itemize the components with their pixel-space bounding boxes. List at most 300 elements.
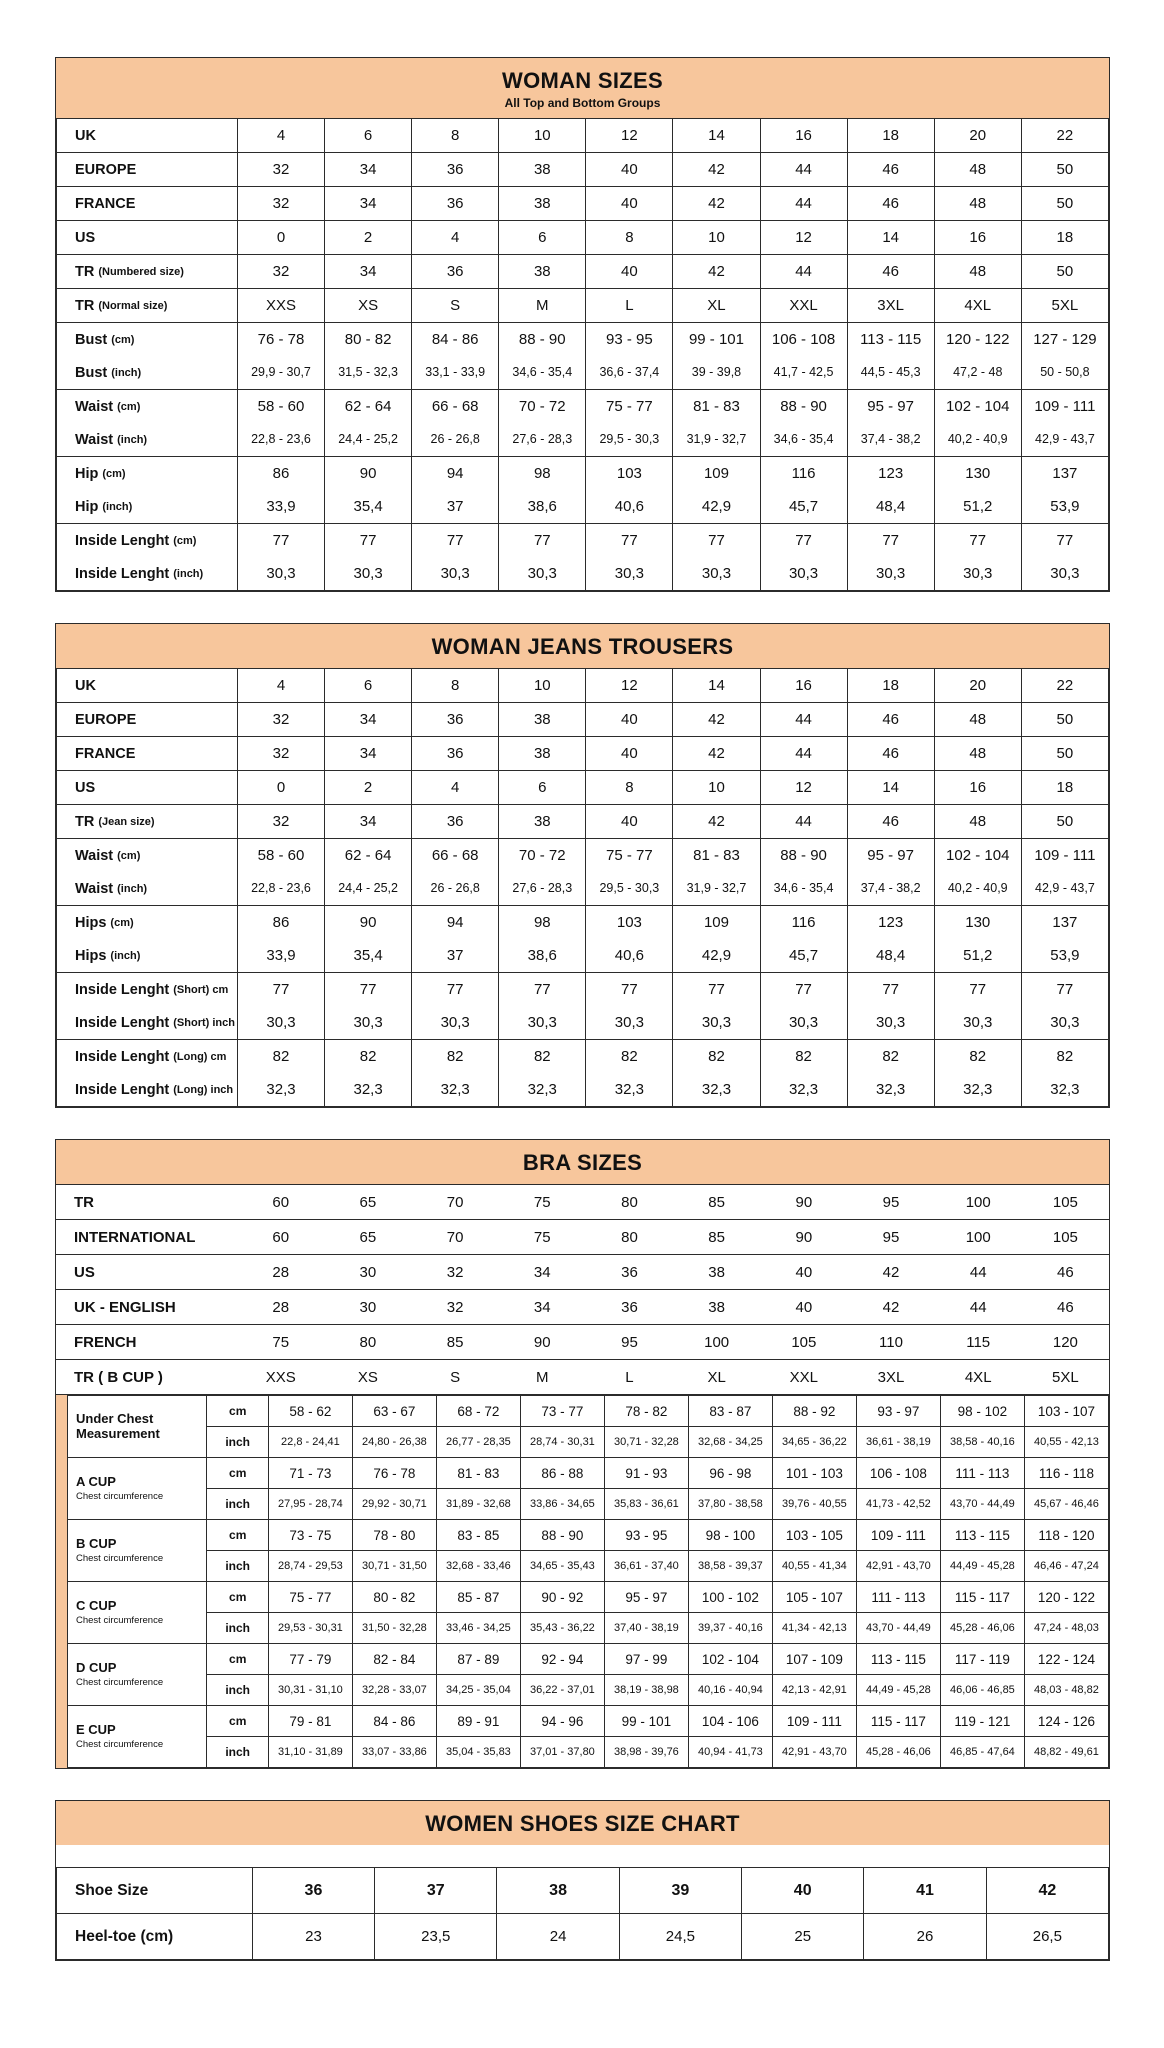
size-value: 41,7 - 42,5 bbox=[773, 365, 834, 379]
size-cell: 91 - 93 bbox=[604, 1458, 688, 1489]
size-value: 31,9 - 32,7 bbox=[686, 432, 747, 446]
size-cell: 44,49 - 45,28 bbox=[856, 1675, 940, 1706]
size-cell bbox=[760, 973, 847, 1040]
size-cell: 85 bbox=[673, 1220, 760, 1255]
size-cell bbox=[325, 771, 412, 805]
size-cell bbox=[499, 221, 586, 255]
size-cell bbox=[499, 839, 586, 906]
size-value: 77 bbox=[621, 532, 638, 549]
table-row bbox=[57, 255, 1109, 289]
size-cell: 80 bbox=[586, 1220, 673, 1255]
size-cell: 115 bbox=[935, 1325, 1022, 1360]
size-cell bbox=[499, 289, 586, 323]
size-cell bbox=[586, 703, 673, 737]
row-label-text: TR (Jean size) bbox=[75, 813, 155, 830]
size-cell: 105 bbox=[760, 1325, 847, 1360]
table-row bbox=[57, 1914, 1109, 1960]
size-cell bbox=[934, 457, 1021, 524]
size-cell bbox=[760, 457, 847, 524]
size-cell bbox=[1021, 153, 1108, 187]
size-cell: 76 - 78 bbox=[352, 1458, 436, 1489]
size-value: 42,9 bbox=[701, 947, 732, 964]
size-cell: 38 bbox=[497, 1868, 619, 1914]
size-cell: 80 - 82 bbox=[352, 1582, 436, 1613]
woman-jeans-title: WOMAN JEANS TROUSERS bbox=[431, 634, 734, 659]
table-row bbox=[68, 1613, 1109, 1644]
size-value: 8 bbox=[625, 229, 634, 246]
table-row bbox=[56, 1290, 1109, 1325]
size-value: 14 bbox=[882, 229, 899, 246]
size-value: 42,9 bbox=[701, 498, 732, 515]
table-row bbox=[56, 1325, 1109, 1360]
size-value: 38 bbox=[533, 263, 551, 280]
size-cell bbox=[673, 323, 760, 390]
size-cell: 42 bbox=[847, 1290, 934, 1325]
cup-note: Chest circumference bbox=[76, 1676, 164, 1688]
size-cell bbox=[847, 737, 934, 771]
size-value: 103 bbox=[616, 914, 642, 931]
unit-label: cm bbox=[207, 1520, 268, 1551]
size-cell bbox=[847, 669, 934, 703]
table-row bbox=[57, 703, 1109, 737]
table-row bbox=[57, 390, 1109, 457]
row-label-text: Waist (inch) bbox=[75, 880, 148, 897]
size-cell: 43,70 - 44,49 bbox=[940, 1489, 1024, 1520]
size-cell bbox=[760, 805, 847, 839]
size-cell: 45,28 - 46,06 bbox=[940, 1613, 1024, 1644]
table-row bbox=[68, 1458, 1109, 1489]
size-value: 48 bbox=[969, 745, 987, 762]
size-cell: 30,31 - 31,10 bbox=[268, 1675, 352, 1706]
bra-cup-grid bbox=[67, 1395, 1109, 1768]
size-value: 40 bbox=[621, 813, 638, 830]
size-value: 102 - 104 bbox=[946, 847, 1010, 864]
size-cell: 46,46 - 47,24 bbox=[1024, 1551, 1108, 1582]
row-label-text: FRANCE bbox=[75, 745, 136, 762]
size-value: 81 - 83 bbox=[693, 398, 740, 415]
row-label-text: US bbox=[75, 229, 96, 246]
shoes-title: WOMEN SHOES SIZE CHART bbox=[425, 1811, 740, 1836]
size-cell bbox=[412, 255, 499, 289]
size-value: 82 bbox=[446, 1048, 464, 1065]
size-cell bbox=[934, 390, 1021, 457]
size-value: 40 bbox=[621, 161, 638, 178]
size-value: 103 bbox=[616, 465, 642, 482]
size-cell: 46 bbox=[1022, 1290, 1109, 1325]
size-cell: 38,58 - 40,16 bbox=[940, 1427, 1024, 1458]
size-cell: 39 bbox=[619, 1868, 741, 1914]
size-value: 88 - 90 bbox=[780, 847, 827, 864]
cup-label bbox=[68, 1582, 207, 1644]
size-cell bbox=[934, 119, 1021, 153]
size-cell bbox=[847, 289, 934, 323]
size-cell: 36,61 - 37,40 bbox=[604, 1551, 688, 1582]
size-cell bbox=[586, 457, 673, 524]
size-cell: 42,13 - 42,91 bbox=[772, 1675, 856, 1706]
row-label bbox=[57, 390, 238, 457]
row-label bbox=[57, 255, 238, 289]
size-value: 53,9 bbox=[1050, 947, 1080, 964]
size-cell: 105 bbox=[1022, 1185, 1109, 1220]
size-cell: 70 bbox=[411, 1220, 498, 1255]
size-value: 62 - 64 bbox=[344, 847, 392, 864]
size-value: 66 - 68 bbox=[431, 398, 479, 415]
size-cell bbox=[673, 703, 760, 737]
size-cell: 75 - 77 bbox=[268, 1582, 352, 1613]
size-cell bbox=[586, 153, 673, 187]
size-value: 35,4 bbox=[353, 947, 383, 964]
size-cell: 47,24 - 48,03 bbox=[1024, 1613, 1108, 1644]
size-value: 82 bbox=[795, 1048, 812, 1065]
size-cell: 40 bbox=[760, 1255, 847, 1290]
woman-sizes-title: WOMAN SIZES bbox=[502, 68, 663, 93]
size-value: 109 - 111 bbox=[1034, 847, 1096, 864]
size-cell bbox=[673, 119, 760, 153]
size-value: 123 bbox=[878, 914, 904, 931]
unit-label: inch bbox=[207, 1737, 268, 1768]
row-label-text: US bbox=[75, 779, 96, 796]
size-cell bbox=[499, 771, 586, 805]
size-value: 12 bbox=[795, 779, 812, 796]
table-row bbox=[57, 1040, 1109, 1107]
size-value: 35,4 bbox=[353, 498, 383, 515]
size-value: 44 bbox=[795, 195, 812, 212]
size-cell bbox=[586, 973, 673, 1040]
size-value: 12 bbox=[795, 229, 812, 246]
size-cell: 111 - 113 bbox=[940, 1458, 1024, 1489]
size-cell: 89 - 91 bbox=[436, 1706, 520, 1737]
size-cell: 124 - 126 bbox=[1024, 1706, 1108, 1737]
size-cell bbox=[673, 221, 760, 255]
size-cell bbox=[673, 289, 760, 323]
size-cell: 100 - 102 bbox=[688, 1582, 772, 1613]
size-cell: 23,5 bbox=[375, 1914, 497, 1960]
size-cell bbox=[325, 839, 412, 906]
size-value: 40 bbox=[621, 711, 638, 728]
size-cell: 41,73 - 42,52 bbox=[856, 1489, 940, 1520]
size-value: 62 - 64 bbox=[344, 398, 392, 415]
size-cell bbox=[1021, 703, 1108, 737]
size-value: 47,2 - 48 bbox=[953, 365, 1003, 379]
size-cell: 40,55 - 42,13 bbox=[1024, 1427, 1108, 1458]
size-cell: 81 - 83 bbox=[436, 1458, 520, 1489]
size-value: 30,3 bbox=[1050, 565, 1080, 582]
size-cell: 65 bbox=[324, 1220, 411, 1255]
size-cell: 46,85 - 47,64 bbox=[940, 1737, 1024, 1768]
size-cell bbox=[760, 524, 847, 591]
size-cell bbox=[760, 390, 847, 457]
size-value: 38 bbox=[533, 161, 551, 178]
size-cell bbox=[499, 669, 586, 703]
size-cell bbox=[412, 153, 499, 187]
size-value: 30,3 bbox=[266, 565, 296, 582]
size-value: 4 bbox=[276, 677, 286, 694]
row-label bbox=[57, 323, 238, 390]
size-value: 0 bbox=[276, 779, 286, 796]
size-cell bbox=[934, 323, 1021, 390]
size-value: 16 bbox=[969, 779, 987, 796]
row-label-text: Bust (cm) bbox=[75, 331, 135, 348]
size-cell: 85 - 87 bbox=[436, 1582, 520, 1613]
size-value: 46 bbox=[882, 813, 899, 830]
size-cell: 117 - 119 bbox=[940, 1644, 1024, 1675]
size-cell: 38,19 - 38,98 bbox=[604, 1675, 688, 1706]
size-cell: 100 bbox=[673, 1325, 760, 1360]
size-value: XXS bbox=[265, 297, 296, 314]
size-cell: 78 - 82 bbox=[604, 1396, 688, 1427]
size-cell: 110 bbox=[847, 1325, 934, 1360]
size-cell bbox=[325, 737, 412, 771]
size-value: 37 bbox=[446, 498, 464, 515]
size-value: L bbox=[625, 297, 634, 314]
size-value: 90 bbox=[359, 914, 377, 931]
size-value: 4 bbox=[451, 229, 460, 246]
size-cell bbox=[586, 187, 673, 221]
size-value: 48 bbox=[969, 813, 987, 830]
size-value: 48 bbox=[969, 195, 987, 212]
size-cell: 30,71 - 32,28 bbox=[604, 1427, 688, 1458]
size-value: 4XL bbox=[964, 297, 992, 314]
size-value: 2 bbox=[363, 779, 373, 796]
size-cell bbox=[237, 737, 324, 771]
size-cell bbox=[673, 906, 760, 973]
size-cell: 88 - 92 bbox=[772, 1396, 856, 1427]
size-value: 8 bbox=[451, 127, 460, 144]
size-value: 77 bbox=[359, 981, 377, 998]
size-value: 32,3 bbox=[876, 1081, 906, 1098]
size-cell: 36 bbox=[586, 1255, 673, 1290]
size-cell bbox=[1021, 737, 1108, 771]
size-value: 42,9 - 43,7 bbox=[1035, 881, 1095, 895]
size-value: 42 bbox=[708, 263, 725, 280]
size-cell bbox=[586, 805, 673, 839]
size-cell bbox=[847, 973, 934, 1040]
size-value: 109 bbox=[703, 914, 729, 931]
size-value: 34 bbox=[359, 195, 377, 212]
size-value: 95 - 97 bbox=[867, 847, 914, 864]
size-cell bbox=[237, 669, 324, 703]
size-value: 20 bbox=[969, 677, 987, 694]
size-cell bbox=[237, 323, 324, 390]
row-label bbox=[57, 524, 238, 591]
size-value: 8 bbox=[451, 677, 460, 694]
size-cell: 95 bbox=[847, 1185, 934, 1220]
table-row bbox=[57, 973, 1109, 1040]
bra-sizes-header bbox=[56, 1140, 1109, 1184]
size-cell bbox=[412, 1040, 499, 1107]
size-cell: XXL bbox=[760, 1360, 847, 1395]
size-cell bbox=[847, 457, 934, 524]
size-value: 10 bbox=[533, 677, 551, 694]
table-row bbox=[68, 1396, 1109, 1427]
size-cell bbox=[847, 839, 934, 906]
size-cell: 31,50 - 32,28 bbox=[352, 1613, 436, 1644]
size-value: 27,6 - 28,3 bbox=[512, 432, 573, 446]
table-row bbox=[68, 1551, 1109, 1582]
size-cell: 118 - 120 bbox=[1024, 1520, 1108, 1551]
row-label bbox=[57, 737, 238, 771]
size-cell bbox=[325, 973, 412, 1040]
size-value: 42,9 - 43,7 bbox=[1035, 432, 1095, 446]
size-cell bbox=[847, 221, 934, 255]
row-label bbox=[57, 119, 238, 153]
size-cell bbox=[847, 323, 934, 390]
size-cell: 109 - 111 bbox=[772, 1706, 856, 1737]
table-row bbox=[68, 1737, 1109, 1768]
size-cell bbox=[325, 457, 412, 524]
size-cell: 40 bbox=[742, 1868, 864, 1914]
size-cell: 26,5 bbox=[986, 1914, 1108, 1960]
size-cell: 42 bbox=[847, 1255, 934, 1290]
size-cell: 80 bbox=[586, 1185, 673, 1220]
size-cell: 28 bbox=[237, 1255, 324, 1290]
size-value: 70 - 72 bbox=[518, 847, 566, 864]
cup-note: Chest circumference bbox=[76, 1614, 164, 1626]
size-value: 48 bbox=[969, 161, 987, 178]
unit-label: inch bbox=[207, 1489, 268, 1520]
size-value: 38 bbox=[533, 745, 551, 762]
size-cell bbox=[412, 703, 499, 737]
size-value: 53,9 bbox=[1050, 498, 1080, 515]
row-label-text: Waist (inch) bbox=[75, 431, 148, 448]
size-cell bbox=[847, 119, 934, 153]
size-cell bbox=[325, 119, 412, 153]
size-cell: 34,65 - 36,22 bbox=[772, 1427, 856, 1458]
size-cell bbox=[325, 153, 412, 187]
size-value: 77 bbox=[621, 981, 638, 998]
size-cell: 33,46 - 34,25 bbox=[436, 1613, 520, 1644]
size-value: 32,3 bbox=[701, 1081, 732, 1098]
size-value: 42 bbox=[708, 813, 725, 830]
size-value: 36 bbox=[446, 161, 464, 178]
size-cell bbox=[412, 771, 499, 805]
size-cell: 46,06 - 46,85 bbox=[940, 1675, 1024, 1706]
size-value: 14 bbox=[708, 677, 725, 694]
row-label-text: Inside Lenght (Long) cm bbox=[75, 1048, 227, 1065]
size-value: 75 - 77 bbox=[606, 398, 653, 415]
size-cell: 103 - 107 bbox=[1024, 1396, 1108, 1427]
size-cell bbox=[934, 669, 1021, 703]
size-value: 34 bbox=[359, 813, 377, 830]
size-value: 33,9 bbox=[266, 947, 296, 964]
size-cell: 77 - 79 bbox=[268, 1644, 352, 1675]
size-value: 36 bbox=[446, 195, 464, 212]
row-label-text: Inside Lenght (inch) bbox=[75, 565, 204, 582]
size-cell bbox=[237, 524, 324, 591]
size-cell bbox=[499, 737, 586, 771]
row-label: Heel-toe (cm) bbox=[57, 1914, 253, 1960]
size-cell: 32,28 - 33,07 bbox=[352, 1675, 436, 1706]
size-cell: 120 bbox=[1022, 1325, 1109, 1360]
size-cell: 38,58 - 39,37 bbox=[688, 1551, 772, 1582]
size-cell bbox=[412, 805, 499, 839]
size-cell bbox=[847, 703, 934, 737]
size-value: 46 bbox=[882, 711, 899, 728]
table-row bbox=[57, 187, 1109, 221]
size-cell: 40,16 - 40,94 bbox=[688, 1675, 772, 1706]
size-value: 123 bbox=[878, 465, 904, 482]
unit-label: cm bbox=[207, 1644, 268, 1675]
size-value: 32 bbox=[272, 195, 290, 212]
size-cell: S bbox=[411, 1360, 498, 1395]
size-value: 58 - 60 bbox=[257, 398, 305, 415]
size-cell: 122 - 124 bbox=[1024, 1644, 1108, 1675]
size-cell bbox=[847, 187, 934, 221]
size-cell bbox=[412, 524, 499, 591]
size-value: 33,1 - 33,9 bbox=[425, 365, 486, 379]
size-cell: 37,01 - 37,80 bbox=[520, 1737, 604, 1768]
size-cell: 42,91 - 43,70 bbox=[856, 1551, 940, 1582]
size-cell bbox=[412, 839, 499, 906]
cup-label bbox=[68, 1520, 207, 1582]
size-cell bbox=[237, 457, 324, 524]
size-cell: 35,43 - 36,22 bbox=[520, 1613, 604, 1644]
cup-label bbox=[68, 1644, 207, 1706]
size-cell bbox=[1021, 973, 1108, 1040]
row-label: UK - ENGLISH bbox=[56, 1290, 237, 1325]
size-value: 93 - 95 bbox=[606, 331, 653, 348]
size-value: 31,9 - 32,7 bbox=[686, 881, 747, 895]
table-row bbox=[57, 153, 1109, 187]
size-value: 12 bbox=[621, 677, 638, 694]
size-value: 66 - 68 bbox=[431, 847, 479, 864]
size-cell bbox=[325, 323, 412, 390]
size-value: 30,3 bbox=[788, 1014, 819, 1031]
size-cell bbox=[760, 323, 847, 390]
size-cell: 26,77 - 28,35 bbox=[436, 1427, 520, 1458]
size-cell: 29,53 - 30,31 bbox=[268, 1613, 352, 1644]
size-value: 34 bbox=[359, 263, 377, 280]
table-row bbox=[57, 906, 1109, 973]
size-cell: 95 - 97 bbox=[604, 1582, 688, 1613]
table-row bbox=[57, 669, 1109, 703]
table-row bbox=[68, 1520, 1109, 1551]
size-cell: 96 - 98 bbox=[688, 1458, 772, 1489]
size-value: 77 bbox=[272, 532, 290, 549]
size-cell bbox=[237, 289, 324, 323]
size-cell bbox=[586, 390, 673, 457]
size-cell: 68 - 72 bbox=[436, 1396, 520, 1427]
size-value: 6 bbox=[363, 127, 373, 144]
size-value: 95 - 97 bbox=[867, 398, 914, 415]
size-cell bbox=[1021, 390, 1108, 457]
size-cell: 38 bbox=[673, 1255, 760, 1290]
size-value: 30,3 bbox=[701, 565, 732, 582]
size-value: 32,3 bbox=[440, 1081, 470, 1098]
size-cell: 75 bbox=[237, 1325, 324, 1360]
size-cell: 4XL bbox=[935, 1360, 1022, 1395]
size-value: 44 bbox=[795, 745, 812, 762]
bra-conversion-grid bbox=[56, 1184, 1109, 1395]
size-cell bbox=[847, 255, 934, 289]
woman-sizes-table bbox=[55, 57, 1110, 592]
size-cell: 100 bbox=[935, 1185, 1022, 1220]
row-label bbox=[57, 771, 238, 805]
size-value: 30,3 bbox=[527, 1014, 557, 1031]
size-value: 77 bbox=[708, 981, 725, 998]
size-cell: 32 bbox=[411, 1290, 498, 1325]
unit-label: cm bbox=[207, 1396, 268, 1427]
row-label bbox=[57, 906, 238, 973]
size-value: 46 bbox=[882, 745, 899, 762]
unit-label: cm bbox=[207, 1706, 268, 1737]
size-cell: 30 bbox=[324, 1255, 411, 1290]
size-cell: 102 - 104 bbox=[688, 1644, 772, 1675]
size-value: 6 bbox=[538, 229, 547, 246]
size-cell bbox=[237, 1040, 324, 1107]
size-cell bbox=[673, 524, 760, 591]
size-cell bbox=[760, 906, 847, 973]
